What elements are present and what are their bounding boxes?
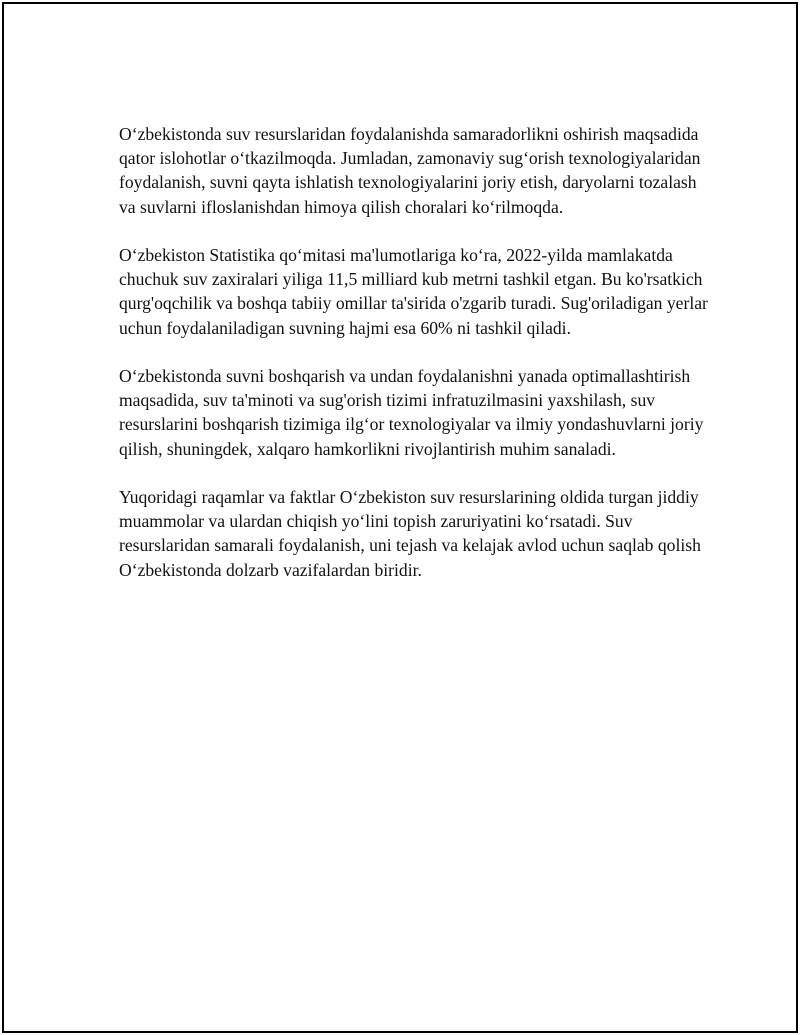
page-frame bbox=[2, 2, 798, 1033]
document-body bbox=[119, 122, 709, 606]
paragraph-water-management: O‘zbekistonda suvni boshqarish va undan foydalanishni yanada optimallashtirish maqsadida, suv ta'minoti va sug'orish tizimi infratuzilmasini yaxshilash, suv resurslarini boshqarish tizimiga ilg‘or texnologiyalar va ilmiy yondashuvlarni joriy qilish, shuningdek, xalqaro hamkorlikni rivojlantirish muhim sanaladi. bbox=[119, 366, 704, 459]
paragraph-conclusion: Yuqoridagi raqamlar va faktlar O‘zbekiston suv resurslarining oldida turgan jiddiy muammolar va ulardan chiqish yo‘lini topish zaruriyatini ko‘rsatadi. Suv resurslaridan samarali foydalanish, uni tejash va kelajak avlod uchun saqlab qolish O‘zbekistonda dolzarb vazifalardan biridir. bbox=[119, 487, 701, 580]
paragraph-water-reforms: O‘zbekistonda suv resurslaridan foydalanishda samaradorlikni oshirish maqsadida qator islohotlar o‘tkazilmoqda. Jumladan, zamonaviy sug‘orish texnologiyalaridan foydalanish, suvni qayta ishlatish texnologiyalarini joriy etish, daryolarni tozalash va suvlarni ifloslanishdan himoya qilish choralari ko‘rilmoqda. bbox=[119, 124, 701, 217]
paragraph-water-statistics: O‘zbekiston Statistika qo‘mitasi ma'lumotlariga ko‘ra, 2022-yilda mamlakatda chuchuk suv zaxiralari yiliga 11,5 milliard kub metrni tashkil etgan. Bu ko'rsatkich qurg'oqchilik va boshqa tabiiy omillar ta'sirida o'zgarib turadi. Sug'oriladigan yerlar uchun foydalaniladigan suvning hajmi esa 60% ni tashkil qiladi. bbox=[119, 245, 708, 338]
